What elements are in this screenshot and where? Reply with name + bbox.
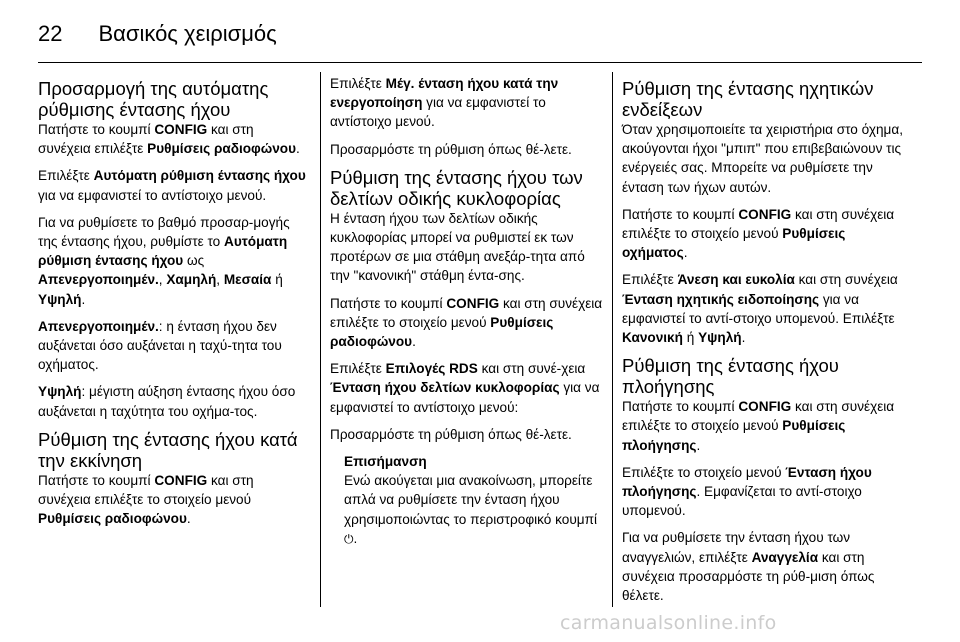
- paragraph: Για να ρυθμίσετε το βαθμό προσαρ-μογής της έντασης ήχου, ρυθμίστε το Αυτόματη ρύθμιση έντασης ήχου ως Απενεργοποιημέν., Χαμηλή, Μεσαία ή Υψηλή.: [38, 214, 290, 307]
- note-title: Επισήμανση: [344, 454, 427, 470]
- page-number: 22: [38, 21, 63, 46]
- power-knob-icon: ⏻: [344, 531, 354, 546]
- paragraph: Πατήστε το κουμπί CONFIG και στη συνέχεια επιλέξτε το στοιχείο μενού Ρυθμίσεις ραδιοφώνου.: [38, 472, 254, 527]
- paragraph: Απενεργοποιημέν.: η ένταση ήχου δεν αυξάνεται όσο αυξάνεται η ταχύ-τητα του οχήματος.: [38, 318, 282, 373]
- paragraph: Η ένταση ήχου των δελτίων οδικής κυκλοφορίας μπορεί να ρυθμιστεί εκ των προτέρων σε μια στάθμη ανεξάρ-τητα από την "κανονική" στάθμη έντα-σης.: [330, 210, 585, 284]
- section-heading: Ρύθμιση της έντασης ήχου κατά την εκκίνηση: [38, 428, 298, 471]
- column-divider: [612, 72, 613, 607]
- paragraph: Επιλέξτε Μέγ. ένταση ήχου κατά την ενεργοποίηση για να εμφανιστεί το αντίστοιχο μενού.: [330, 76, 559, 130]
- note-text: Ενώ ακούγεται μια ανακοίνωση, μπορείτε απλά να ρυθμίσετε την ένταση ήχου χρησιμοποιώντας το περιστροφικό κουμπί ⏻.: [344, 471, 603, 549]
- paragraph: Πατήστε το κουμπί CONFIG και στη συνέχεια επιλέξτε το στοιχείο μενού Ρυθμίσεις πλοήγησης.: [622, 399, 895, 453]
- paragraph: Πατήστε το κουμπί CONFIG και στη συνέχεια επιλέξτε το στοιχείο μενού Ρυθμίσεις ραδιοφώνου.: [330, 295, 603, 350]
- column-middle: [330, 70, 603, 557]
- paragraph: Πατήστε το κουμπί CONFIG και στη συνέχεια επιλέξτε Ρυθμίσεις ραδιοφώνου.: [38, 122, 300, 157]
- paragraph: Επιλέξτε το στοιχείο μενού Ένταση ήχου πλοήγησης. Εμφανίζεται το αντί-στοιχο υπομενού.: [622, 464, 872, 519]
- page-header: [38, 14, 277, 54]
- paragraph: Προσαρμόστε τη ρύθμιση όπως θέ-λετε.: [330, 141, 572, 157]
- paragraph: Προσαρμόστε τη ρύθμιση όπως θέ-λετε.: [330, 426, 572, 442]
- header-rule: [38, 62, 922, 63]
- column-divider: [320, 72, 321, 607]
- paragraph: Όταν χρησιμοποιείτε τα χειριστήρια στο όχημα, ακούγονται ήχοι "μπιπ" που επιβεβαιώνουν τις ενέργειές σας. Μπορείτε να ρυθμίσετε την ένταση των ήχων αυτών.: [622, 122, 903, 195]
- page-title: Βασικός χειρισμός: [98, 21, 277, 46]
- paragraph: Επιλέξτε Επιλογές RDS και στη συνέ-χεια Ένταση ήχου δελτίων κυκλοφορίας για να εμφανιστεί το αντίστοιχο μενού:: [330, 361, 600, 415]
- section-heading: Ρύθμιση της έντασης ήχου των δελτίων οδικής κυκλοφορίας: [330, 166, 583, 209]
- paragraph: Επιλέξτε Αυτόματη ρύθμιση έντασης ήχου για να εμφανιστεί το αντίστοιχο μενού.: [38, 168, 306, 203]
- section-heading: Προσαρμογή της αυτόματης ρύθμισης έντασης ήχου: [38, 78, 269, 120]
- paragraph: Επιλέξτε Άνεση και ευκολία και στη συνέχεια Ένταση ηχητικής ειδοποίησης για να εμφανιστεί το αντί-στοιχο υπομενού. Επιλέξτε Κανονική ή Υψηλή.: [622, 272, 898, 346]
- column-left: [38, 70, 308, 536]
- paragraph: Πατήστε το κουμπί CONFIG και στη συνέχεια επιλέξτε το στοιχείο μενού Ρυθμίσεις οχήματος.: [622, 206, 895, 261]
- note-box: [330, 452, 603, 549]
- paragraph: Υψηλή: μέγιστη αύξηση έντασης ήχου όσο αυξάνεται η ταχύτητα του οχήμα-τος.: [38, 384, 296, 419]
- section-heading: Ρύθμιση της έντασης ηχητικών ενδείξεων: [622, 78, 874, 120]
- section-heading: Ρύθμιση της έντασης ήχου πλοήγησης: [622, 355, 839, 398]
- column-right: [622, 70, 914, 613]
- paragraph: Για να ρυθμίσετε την ένταση ήχου των αναγγελιών, επιλέξτε Αναγγελία και στη συνέχεια προσαρμόστε τη ρύθ-μιση όπως θέλετε.: [622, 530, 875, 604]
- watermark: carmanualsonline.info: [560, 612, 777, 634]
